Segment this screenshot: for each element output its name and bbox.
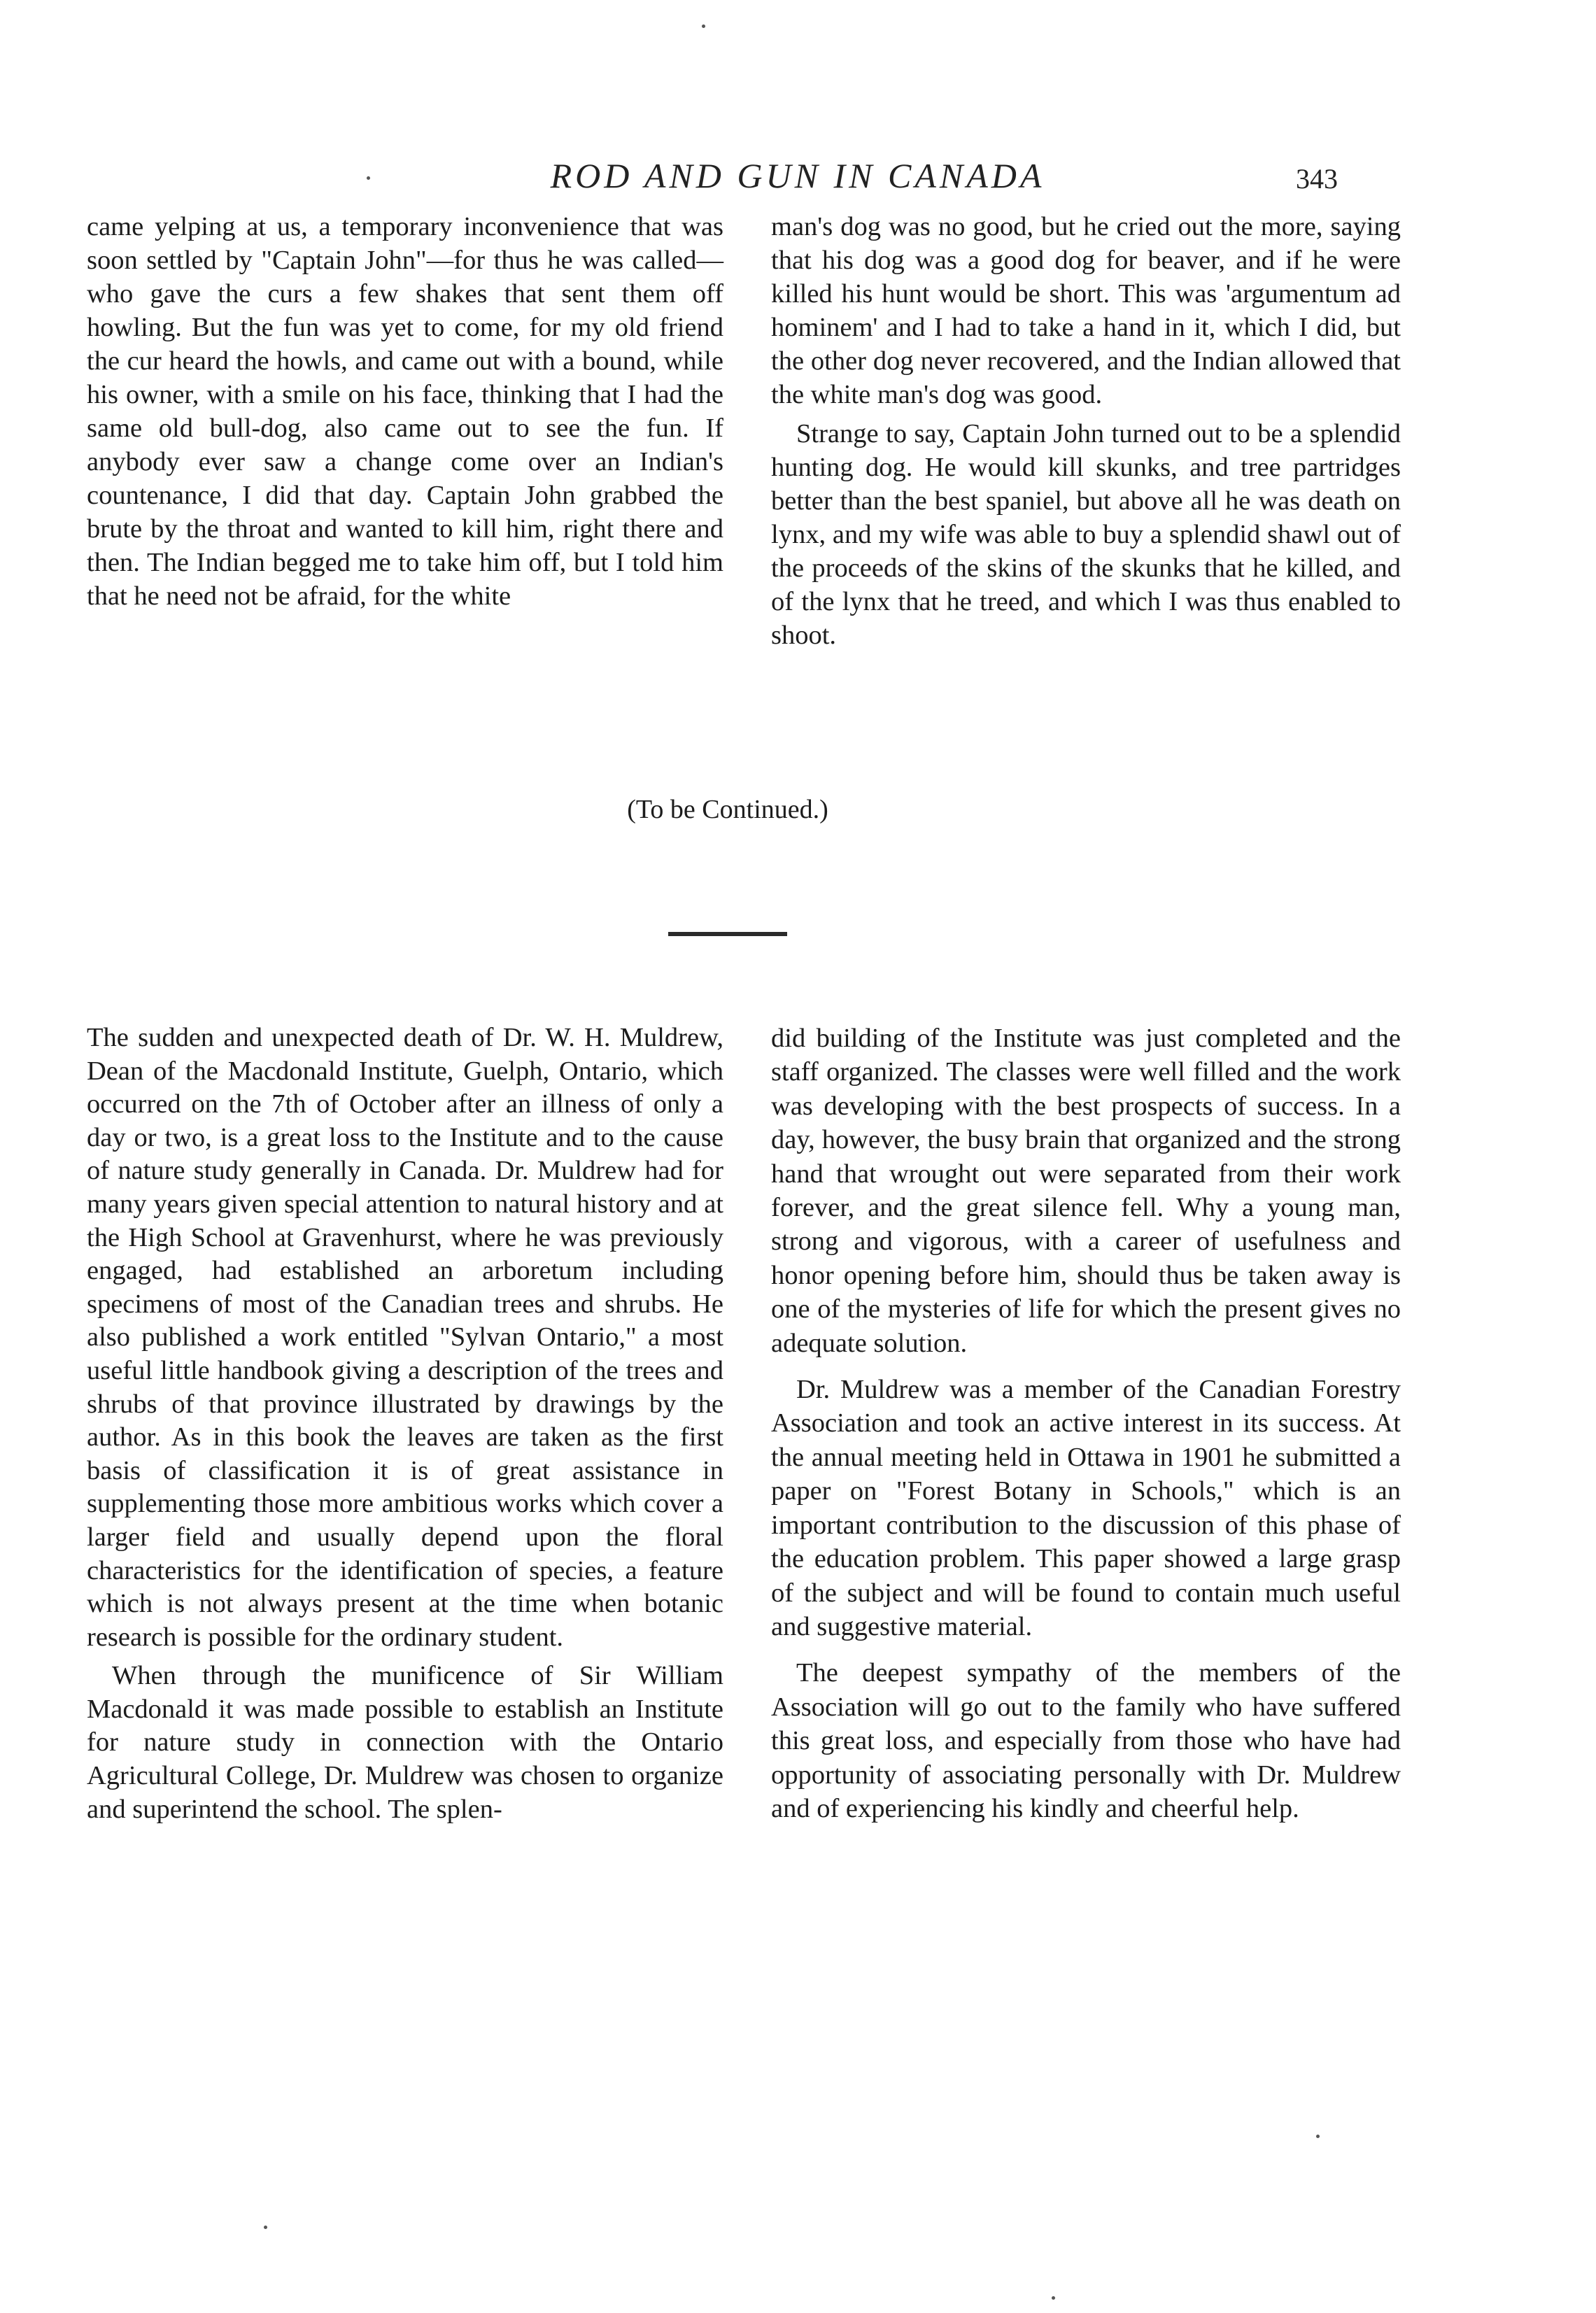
scan-speck	[702, 24, 705, 28]
story-paragraph: Strange to say, Captain John turned out to be a splendid hunting dog. He would kill skunks, and tree partridges better than the best spaniel, but above all he was death on lynx, and my wife was able to buy a splendid shawl out of the proceeds of the skins of the skunks that he killed, and of the lynx that he treed, and which I was thus enabled to shoot.	[771, 419, 1401, 650]
scan-speck	[367, 176, 370, 180]
scan-speck	[264, 2226, 267, 2229]
obituary-paragraph: When through the munificence of Sir William Macdonald it was made possible to establish an Institute for nature study in connection with the Ontario Agricultural College, Dr. Muldrew was chosen to organize and superintend the school. The splen-	[87, 1661, 723, 1824]
story-paragraph: man's dog was no good, but he cried out the more, saying that his dog was a good dog for beaver, and if he were killed his hunt would be short. This was 'argumentum ad hominem' and I had to take a hand in it, which I did, but the other dog never recovered, and the Indian allowed that the white man's dog was good.	[771, 212, 1401, 409]
scan-speck	[1316, 2135, 1320, 2138]
obituary-paragraph: The sudden and unexpected death of Dr. W. H. Muldrew, Dean of the Macdonald Institute, Guelph, Ontario, which occurred on the 7th of October after an illness of only a day or two, is a great loss to the Institute and to the cause of nature study generally in Canada. Dr. Muldrew had for many years given special attention to natural history and at the High School at Gravenhurst, where he was previously engaged, had established an arboretum including specimens of most of the Canadian trees and shrubs. He also published a work entitled "Sylvan Ontario," a most useful little handbook giving a description of the trees and shrubs of that province illustrated by drawings by the author. As in this book the leaves are taken as the first basis of classification it is of great assistance in supplementing those more ambitious works which cover a larger field and usually depend upon the floral characteristics for the identification of species, a feature which is not always present at the time when botanic research is possible for the ordinary student.	[87, 1023, 723, 1652]
story-column-left	[87, 210, 723, 613]
section-divider	[668, 932, 787, 936]
page-number: 343	[1296, 163, 1338, 194]
running-title: ROD AND GUN IN CANADA	[550, 156, 1045, 195]
obituary-paragraph: did building of the Institute was just completed and the staff organized. The classes were well filled and the work was developing with the best prospects of success. In a day, however, the busy brain that organized and the strong hand that wrought out were separated from their work forever, and the great silence fell. Why a young man, strong and vigorous, with a career of usefulness and honor opening before him, should thus be taken away is one of the mysteries of life for which the present gives no adequate solution.	[771, 1024, 1401, 1358]
story-paragraph: came yelping at us, a temporary inconvenience that was soon settled by "Captain John"—for thus he was called—who gave the curs a few shakes that sent them off howling. But the fun was yet to come, for my old friend the cur heard the howls, and came out with a bound, while his owner, with a smile on his face, thinking that I had the same old bull-dog, also came out to see the fun. If anybody ever saw a change come over an Indian's countenance, I did that day. Captain John grabbed the brute by the throat and wanted to kill him, right there and then. The Indian begged me to take him off, but I told him that he need not be afraid, for the white	[87, 212, 723, 611]
story-column-right	[771, 210, 1401, 652]
scan-speck	[1052, 2296, 1055, 2300]
obituary-paragraph: The deepest sympathy of the members of the Association will go out to the family who have suffered this great loss, and especially from those who have had opportunity of associating personally with Dr. Muldrew and of experiencing his kindly and cheerful help.	[771, 1658, 1401, 1823]
continued-note: (To be Continued.)	[627, 795, 828, 824]
obituary-column-left	[87, 1021, 723, 1826]
obituary-column-right	[771, 1021, 1401, 1825]
obituary-paragraph: Dr. Muldrew was a member of the Canadian Forestry Association and took an active interest in its success. At the annual meeting held in Ottawa in 1901 he submitted a paper on "Forest Botany in Schools," which is an important contribution to the discussion of this phase of the education problem. This paper showed a large grasp of the subject and will be found to contain much useful and suggestive material.	[771, 1375, 1401, 1641]
